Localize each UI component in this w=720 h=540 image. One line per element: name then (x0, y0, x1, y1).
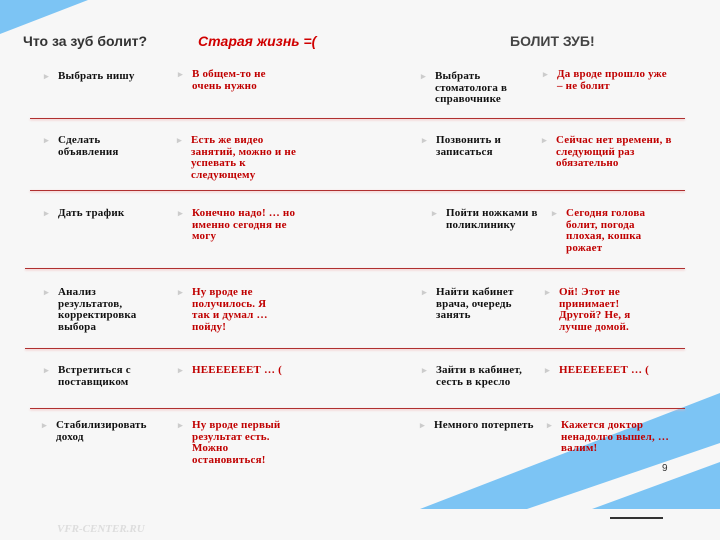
list-item: ▸ Ну вроде не получилось. Я так и думал … пойду! (192, 287, 287, 333)
header-middle: Старая жизнь =( (198, 33, 317, 49)
list-item: ▸ Да вроде прошло уже – не болит (557, 69, 672, 92)
row-separator (25, 348, 685, 349)
list-item: ▸ Анализ результатов, корректировка выбора (58, 287, 153, 333)
row-separator (30, 408, 685, 409)
list-item: ▸ Найти кабинет врача, очередь занять (436, 287, 531, 322)
list-item: ▸ НЕЕЕЕЕЕЕТ … ( (559, 365, 669, 377)
list-item: ▸ Кажется доктор ненадолго вышел, … валим! (561, 420, 676, 455)
row-separator (25, 268, 685, 269)
list-item: ▸ Сейчас нет времени, в следующий раз обязательно (556, 135, 686, 170)
list-item: ▸ Ой! Этот не принимает! Другой? Не, я лучше домой. (559, 287, 654, 333)
row-separator (30, 118, 685, 119)
list-item: ▸ Дать трафик (58, 208, 158, 220)
list-item: ▸ В общем-то не очень нужно (192, 69, 297, 92)
list-item: ▸ НЕЕЕЕЕЕЕТ … ( (192, 365, 312, 377)
row-separator (30, 190, 685, 191)
list-item: ▸ Сегодня голова болит, погода плохая, кошка рожает (566, 208, 661, 254)
list-item: ▸ Пойти ножками в поликлинику (446, 208, 546, 231)
corner-triangle-decoration (0, 0, 88, 34)
list-item: ▸ Сделать объявления (58, 135, 148, 158)
footer-line (610, 517, 663, 519)
watermark: VFR-CENTER.RU (57, 523, 145, 535)
list-item: ▸ Встретиться с поставщиком (58, 365, 153, 388)
list-item: ▸ Стабилизировать доход (56, 420, 171, 443)
page-number: 9 (662, 463, 668, 474)
list-item: ▸ Зайти в кабинет, сесть в кресло (436, 365, 541, 388)
list-item: ▸ Ну вроде первый результат есть. Можно остановиться! (192, 420, 302, 466)
list-item: ▸ Выбрать нишу (58, 71, 158, 83)
list-item: ▸ Позвонить и записаться (436, 135, 531, 158)
header-right: БОЛИТ ЗУБ! (510, 33, 595, 49)
header-left: Что за зуб болит? (23, 33, 148, 49)
list-item: ▸ Немного потерпеть (434, 420, 559, 432)
list-item: ▸ Конечно надо! … но именно сегодня не могу (192, 208, 312, 243)
list-item: ▸ Выбрать стоматолога в справочнике (435, 71, 535, 106)
list-item: ▸ Есть же видео занятий, можно и не успевать к следующему (191, 135, 306, 181)
